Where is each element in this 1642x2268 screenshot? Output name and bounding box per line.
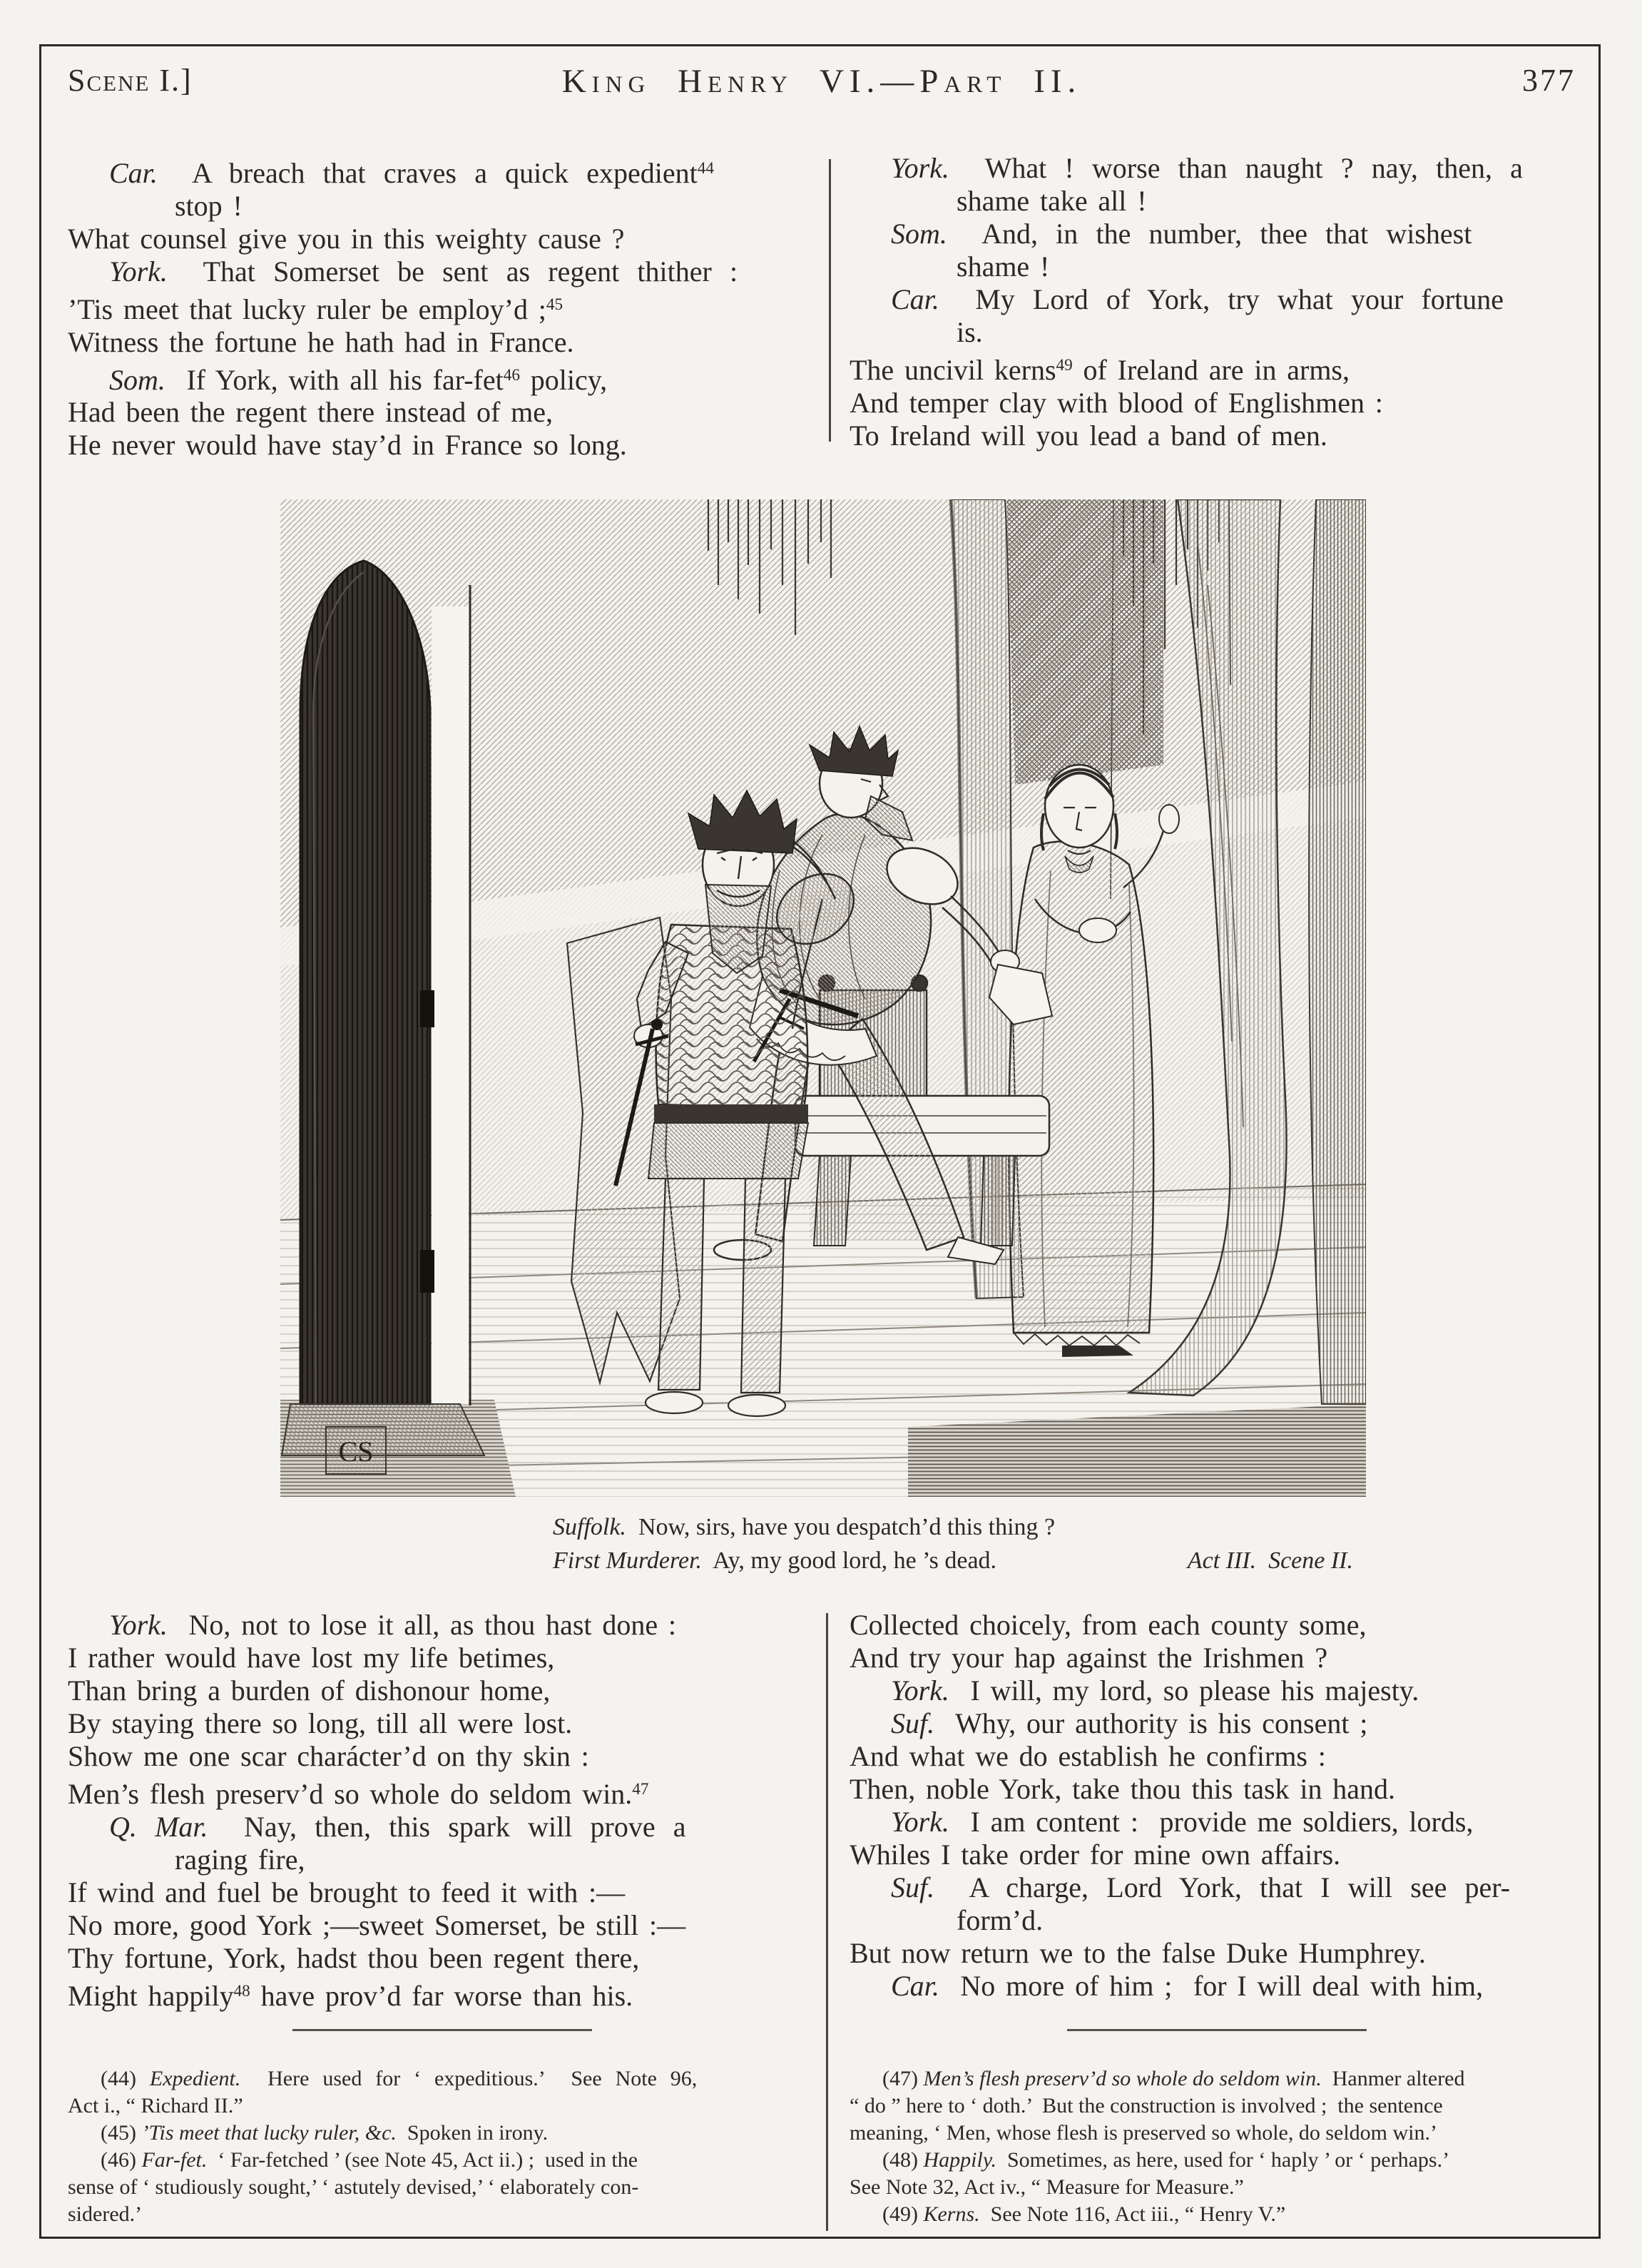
- text-segment: To Ireland will you lead a band of men.: [850, 419, 1327, 452]
- text-line: [68, 326, 813, 359]
- italic-text: Suf.: [891, 1707, 935, 1739]
- door: [282, 561, 484, 1455]
- text-line: [850, 2120, 1595, 2147]
- text-line: [850, 1707, 1588, 1740]
- text-segment: (44): [101, 2067, 150, 2090]
- text-segment: (45): [101, 2121, 142, 2145]
- text-segment: Collected choicely, from each county some,: [850, 1609, 1367, 1641]
- note-reference: 48: [233, 1981, 250, 2000]
- text-line: [68, 2174, 817, 2201]
- text-segment: Show me one scar charácter’d on thy skin :: [68, 1740, 589, 1772]
- text-line: [68, 1975, 813, 2013]
- text-line: [68, 1909, 813, 1942]
- text-line: [850, 2201, 1595, 2228]
- italic-text: York.: [109, 1609, 168, 1641]
- italic-text: York.: [891, 152, 949, 184]
- text-line: [850, 1970, 1588, 2003]
- text-line: [850, 349, 1588, 387]
- text-segment: And temper clay with blood of Englishmen :: [850, 386, 1383, 419]
- text-line: [68, 255, 813, 288]
- text-line: [850, 1871, 1588, 1904]
- text-line: [850, 1642, 1588, 1674]
- text-line: [68, 429, 813, 462]
- text-line: [850, 283, 1588, 316]
- text-segment: I will, my lord, so please his majesty.: [949, 1674, 1419, 1707]
- text-line: [68, 1707, 813, 1740]
- text-segment: have prov’d far worse than his.: [250, 1979, 633, 2012]
- text-line: [850, 2174, 1595, 2201]
- column-divider-top: [829, 159, 831, 442]
- text-line: [850, 1674, 1588, 1707]
- italic-text: First Murderer.: [553, 1547, 703, 1574]
- text-segment: And what we do establish he confirms :: [850, 1740, 1326, 1772]
- text-line: [850, 1740, 1588, 1773]
- text-line: [68, 288, 813, 326]
- text-line: [850, 218, 1588, 250]
- text-line: [850, 1904, 1588, 1937]
- column-top-right: [850, 152, 1588, 452]
- illustration-caption: [553, 1510, 1357, 1577]
- footnote-rule-right: [1067, 2029, 1367, 2031]
- text-segment: (48): [882, 2148, 924, 2172]
- text-segment: policy,: [519, 363, 608, 396]
- text-line: [68, 1609, 813, 1642]
- scene-label: Scene I.]: [68, 63, 193, 98]
- text-segment: Witness the fortune he hath had in France.: [68, 325, 574, 358]
- text-segment: sense of ‘ studiously sought,’ ‘ astutely devised,’ ‘ elaborately con-: [68, 2175, 639, 2199]
- text-line: [850, 2065, 1595, 2092]
- text-segment: Ay, my good lord, he ’s dead.: [702, 1547, 997, 1574]
- italic-text: Suffolk.: [553, 1514, 626, 1540]
- text-segment: Might happily: [68, 1979, 234, 2012]
- note-reference: 45: [546, 295, 564, 314]
- text-line: [850, 419, 1588, 452]
- text-segment: The uncivil kerns: [850, 353, 1056, 386]
- text-line: [68, 1942, 813, 1975]
- text-line: [68, 2092, 817, 2120]
- italic-text: Car.: [891, 283, 939, 315]
- text-segment: A breach that craves a quick expedient: [157, 156, 698, 189]
- text-line: [850, 250, 1588, 283]
- text-segment: ’Tis meet that lucky ruler be employ’d ;: [68, 293, 546, 325]
- footnotes-right: [850, 2065, 1595, 2228]
- text-line: [68, 1740, 813, 1773]
- text-segment: Thy fortune, York, hadst thou been regent there,: [68, 1941, 640, 1974]
- italic-text: Car.: [891, 1970, 939, 2002]
- italic-text: York.: [891, 1806, 949, 1838]
- italic-text: Expedient.: [149, 2067, 241, 2090]
- text-line: [850, 1773, 1588, 1806]
- text-segment: If York, with all his far-fet: [165, 363, 504, 396]
- text-segment: I am content : provide me soldiers, lords,: [949, 1806, 1474, 1838]
- text-line: [68, 1844, 813, 1876]
- text-segment: But now return we to the false Duke Humphrey.: [850, 1937, 1426, 1969]
- text-segment: Nay, then, this spark will prove a: [208, 1810, 686, 1843]
- page-title: King Henry VI.—Part II.: [561, 63, 1082, 100]
- italic-text: ’Tis meet that lucky ruler, &c.: [141, 2121, 397, 2145]
- text-line: [68, 1876, 813, 1909]
- text-line: [68, 359, 813, 397]
- text-segment: Whiles I take order for mine own affairs.: [850, 1839, 1341, 1871]
- text-segment: By staying there so long, till all were lost.: [68, 1707, 573, 1739]
- text-line: [68, 2120, 817, 2147]
- text-line: [68, 223, 813, 255]
- text-segment: Then, noble York, take thou this task in hand.: [850, 1773, 1396, 1805]
- caption-act-scene-ref: Act III. Scene II.: [1187, 1547, 1353, 1574]
- footnotes-left: [68, 2065, 817, 2228]
- text-line: [850, 2092, 1595, 2120]
- text-segment: is.: [957, 316, 983, 348]
- page-number: 377: [1522, 63, 1576, 98]
- italic-text: Happily.: [923, 2148, 996, 2172]
- illustration-engraving: [280, 499, 1366, 1497]
- text-segment: shame take all !: [957, 185, 1147, 217]
- text-segment: ‘ Far-fetched ’ (see Note 45, Act ii.) ; used in the: [207, 2148, 638, 2172]
- text-segment: form’d.: [957, 1904, 1044, 1936]
- note-reference: 46: [503, 365, 520, 385]
- note-reference: 44: [697, 159, 714, 178]
- text-segment: Had been the regent there instead of me,: [68, 396, 553, 429]
- text-segment: Now, sirs, have you despatch’d this thing ?: [626, 1514, 1056, 1540]
- engraving-svg: [280, 499, 1366, 1497]
- text-line: [850, 1806, 1588, 1839]
- text-line: [68, 2201, 817, 2228]
- text-segment: Sometimes, as here, used for ‘ haply ’ or ‘ perhaps.’: [996, 2148, 1450, 2172]
- text-segment: He never would have stay’d in France so long.: [68, 429, 627, 462]
- italic-text: Far-fet.: [141, 2148, 208, 2172]
- text-segment: (47): [882, 2067, 924, 2090]
- text-line: [68, 190, 813, 223]
- text-segment: of Ireland are in arms,: [1072, 353, 1350, 386]
- text-line: [68, 1642, 813, 1674]
- italic-text: Kerns.: [923, 2202, 980, 2226]
- text-segment: And try your hap against the Irishmen ?: [850, 1642, 1328, 1674]
- text-segment: Here used for ‘ expeditious.’ See Note 96,: [240, 2067, 698, 2090]
- text-segment: What ! worse than naught ? nay, then, a: [949, 152, 1523, 184]
- text-segment: My Lord of York, try what your fortune: [939, 283, 1504, 315]
- note-reference: 49: [1056, 356, 1073, 375]
- text-segment: meaning, ‘ Men, whose flesh is preserved so whole, do seldom win.’: [850, 2121, 1438, 2145]
- text-segment: A charge, Lord York, that I will see per-: [934, 1871, 1511, 1903]
- page-header: [68, 62, 1576, 108]
- text-line: [553, 1510, 1357, 1544]
- italic-text: York.: [891, 1674, 949, 1707]
- text-line: [68, 152, 813, 190]
- text-segment: stop !: [175, 189, 243, 222]
- text-segment: No more of him ; for I will deal with him,: [939, 1970, 1484, 2002]
- text-segment: See Note 116, Act iii., “ Henry V.”: [979, 2202, 1286, 2226]
- text-segment: Spoken in irony.: [396, 2121, 549, 2145]
- text-segment: No more, good York ;—sweet Somerset, be still :—: [68, 1908, 686, 1941]
- text-segment: Act i., “ Richard II.”: [68, 2094, 243, 2117]
- italic-text: Car.: [109, 156, 158, 189]
- engraver-monogram: [326, 1427, 386, 1474]
- text-line: [850, 387, 1588, 419]
- column-bottom-right: [850, 1609, 1588, 2003]
- text-line: [68, 1773, 813, 1811]
- text-segment: shame !: [957, 250, 1050, 283]
- text-line: [68, 2147, 817, 2174]
- text-line: [850, 1839, 1588, 1871]
- text-segment: “ do ” here to ‘ doth.’ But the construction is involved ; the sentence: [850, 2094, 1443, 2117]
- column-top-left: [68, 152, 813, 462]
- page-frame: [39, 44, 1601, 2239]
- monogram-text: CS: [338, 1435, 374, 1468]
- text-line: [68, 2065, 817, 2092]
- text-segment: raging fire,: [175, 1843, 305, 1876]
- text-segment: No, not to lose it all, as thou hast done :: [167, 1609, 676, 1641]
- text-segment: If wind and fuel be brought to feed it with :—: [68, 1876, 626, 1908]
- text-segment: And, in the number, thee that wishest: [947, 218, 1472, 250]
- italic-text: Som.: [891, 218, 947, 250]
- text-segment: Hanmer altered: [1321, 2067, 1465, 2090]
- text-segment: Than bring a burden of dishonour home,: [68, 1674, 551, 1707]
- italic-text: Som.: [109, 363, 165, 396]
- italic-text: York.: [109, 255, 168, 288]
- note-reference: 47: [632, 1780, 649, 1799]
- text-line: [68, 1811, 813, 1844]
- text-line: [850, 1937, 1588, 1970]
- text-segment: That Somerset be sent as regent thither :: [167, 255, 738, 288]
- text-segment: Why, our authority is his consent ;: [934, 1707, 1368, 1739]
- italic-text: Q. Mar.: [109, 1810, 208, 1843]
- text-segment: I rather would have lost my life betimes,: [68, 1642, 555, 1674]
- column-bottom-left: [68, 1609, 813, 2013]
- column-divider-bottom: [826, 1613, 828, 2231]
- text-segment: See Note 32, Act iv., “ Measure for Measure.”: [850, 2175, 1244, 2199]
- text-segment: (46): [101, 2148, 142, 2172]
- text-segment: (49): [882, 2202, 924, 2226]
- text-segment: Men’s flesh preserv’d so whole do seldom win.: [68, 1777, 633, 1810]
- text-line: [850, 1609, 1588, 1642]
- italic-text: Suf.: [891, 1871, 935, 1903]
- text-segment: What counsel give you in this weighty cause ?: [68, 222, 625, 255]
- text-line: [68, 1674, 813, 1707]
- italic-text: Men’s flesh preserv’d so whole do seldom win.: [923, 2067, 1322, 2090]
- text-line: [68, 396, 813, 429]
- text-line: [850, 185, 1588, 218]
- text-segment: sidered.’: [68, 2202, 143, 2226]
- footnote-rule-left: [292, 2029, 592, 2031]
- text-line: [850, 2147, 1595, 2174]
- text-line: [850, 152, 1588, 185]
- text-line: [850, 316, 1588, 349]
